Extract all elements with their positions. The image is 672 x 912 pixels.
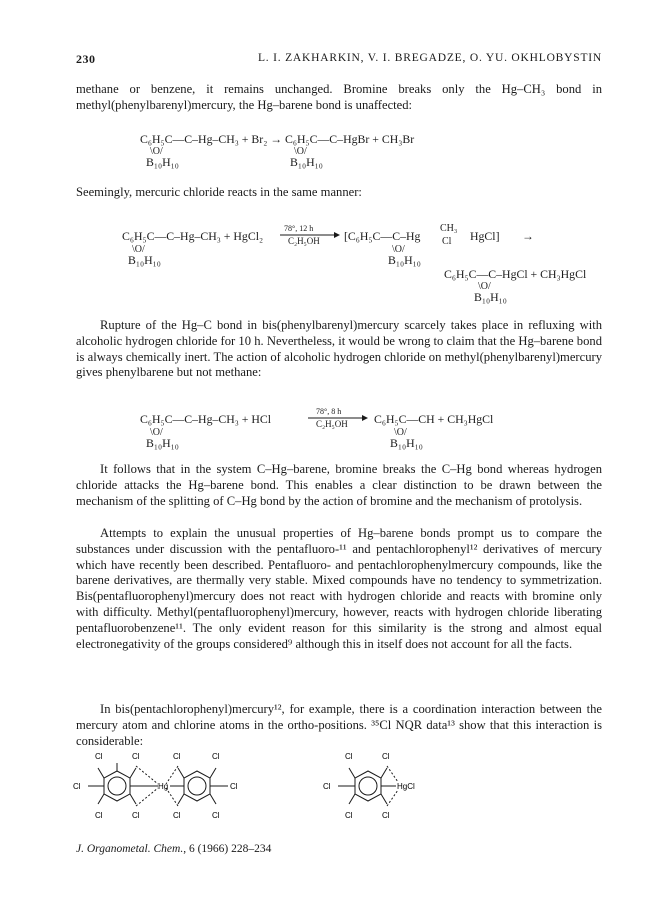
benzene-ring (338, 766, 398, 806)
equation-protolysis (140, 405, 560, 450)
equation-2-borane-intermediate: B₁₀H₁₀ (388, 253, 421, 267)
paragraph-3: Rupture of the Hg–C bond in bis(phenylbarenyl)mercury scarcely takes place in refluxing with alcoholic hydrogen chloride for 10 h. Nevertheless, it would be wrong to claim that the Hg–barene bond is always chemically inert. The action of alcoholic hydrogen chloride on methyl(phenylbarenyl)mercury gives phenylbarene but not methane: (76, 318, 602, 380)
running-authors: L. I. ZAKHARKIN, V. I. BREGADZE, O. YU. OKHLOBYSTIN (257, 52, 602, 64)
paragraph-6: In bis(pentachlorophenyl)mercury¹², for example, there is a coordination interaction between the mercury atom and chlorine atoms in the ortho-positions. ³⁵Cl NQR data¹³ show that this interaction is considerable: (76, 702, 602, 748)
equation-3-borane-left: B₁₀H₁₀ (146, 436, 179, 450)
paragraph-5: Attempts to explain the unusual properties of Hg–barene bonds prompt us to compare the substances under discussion with the pentafluoro-¹¹ and pentachlorophenyl¹² derivatives of mercury which have recently been described. Pentafluoro- and pentachlorophenylmercury compounds, like the barene derivatives, are thermally very stable. Mixed compounds have no tendency to symmetrization. Bis(pentafluorophenyl)mercury does not react with hydrogen chloride and reacts with bromine only with difficulty. Methyl(pentafluorophenyl)mercury, however, reacts with hydrogen chloride liberating pentafluorobenzene¹¹. The only evident reason for this similarity is the strong and almost equal electronegativity of the groups considered⁹ although this in itself does not account for all the facts. (76, 526, 602, 651)
paragraph-4: It follows that in the system C–Hg–barene, bromine breaks the C–Hg bond whereas hydrogen chloride attacks the Hg–barene bond. This enables a clear distinction to be drawn between the mechanism of the splitting of C–Hg bond by the action of bromine and the mechanism of protolysis. (76, 462, 602, 508)
equation-3-borane-right: B₁₀H₁₀ (390, 436, 423, 450)
equation-3-products: C₆H₅C—CH + CH₃HgCl (374, 412, 494, 426)
equation-3-condition-top: 78°, 8 h (316, 407, 342, 416)
equation-2-cage-intermediate: \O/ (392, 244, 405, 255)
reaction-arrow (280, 232, 340, 238)
reaction-arrow (308, 415, 368, 421)
equation-1-borane-left: B₁₀H₁₀ (146, 155, 179, 169)
equation-2-cage-reactant: \O/ (132, 244, 145, 255)
equation-2-products: C₆H₅C—C–HgCl + CH₃HgCl (444, 267, 587, 281)
equation-3-condition-bottom: C₂H₅OH (316, 419, 348, 429)
mercury-chloride-label: HgCl (397, 782, 415, 791)
structure-bis-pentachlorophenyl-mercury (62, 744, 282, 826)
structure-pentachlorophenyl-mercury-chloride (312, 744, 452, 826)
chlorine-label: Cl (212, 811, 220, 820)
journal-name: J. Organometal. Chem. (76, 843, 184, 855)
chlorine-label: Cl (382, 752, 390, 761)
chlorine-label: Cl (345, 811, 353, 820)
chlorine-label: Cl (173, 752, 181, 761)
journal-citation: , 6 (1966) 228–234 (183, 843, 272, 855)
chlorine-label: Cl (382, 811, 390, 820)
chlorine-label: Cl (345, 752, 353, 761)
equation-3-reactants: C₆H₅C—C–Hg–CH₃ + HCl (140, 412, 272, 426)
equation-2-intermediate-end: HgCl] (470, 229, 500, 243)
equation-bromination (140, 133, 560, 173)
chlorine-label: Cl (73, 782, 81, 791)
equation-1-cage-left: \O/ (150, 146, 163, 157)
equation-2-cage-product: \O/ (478, 281, 491, 292)
paragraph-1: methane or benzene, it remains unchanged. Bromine breaks only the Hg–CH₃ bond in methyl(phenylbarenyl)mercury, the Hg–barene bond is unaffected: (76, 82, 602, 112)
journal-footer (76, 843, 271, 855)
mercury-label: Hg (158, 782, 169, 791)
equation-2-arrow: → (522, 229, 534, 243)
equation-2-bridge-chlorine: Cl (442, 236, 452, 247)
chlorine-label: Cl (132, 811, 140, 820)
benzene-ring-left (88, 763, 158, 806)
equation-2-condition-bottom: C₂H₅OH (288, 236, 320, 246)
equation-3-cage-right: \O/ (394, 427, 407, 438)
equation-1-main: C₆H₅C—C–Hg–CH₃ + Br₂ → C₆H₅C—C–HgBr + CH₃Br (140, 132, 415, 146)
equation-1-borane-right: B₁₀H₁₀ (290, 155, 323, 169)
equation-2-reactants: C₆H₅C—C–Hg–CH₃ + HgCl₂ (122, 229, 264, 243)
chlorine-label: Cl (230, 782, 238, 791)
benzene-ring-right (166, 766, 228, 806)
page-number: 230 (76, 52, 96, 66)
equation-mercuric-chloride (122, 222, 602, 302)
chlorine-label: Cl (323, 782, 331, 791)
equation-1-cage-right: \O/ (294, 146, 307, 157)
equation-2-condition-top: 78°, 12 h (284, 224, 314, 233)
chlorine-label: Cl (95, 752, 103, 761)
equation-2-borane-product: B₁₀H₁₀ (474, 290, 507, 304)
equation-2-intermediate: [C₆H₅C—C–Hg (344, 229, 421, 243)
chlorine-label: Cl (212, 752, 220, 761)
equation-3-cage-left: \O/ (150, 427, 163, 438)
chlorine-label: Cl (132, 752, 140, 761)
chlorine-label: Cl (95, 811, 103, 820)
paragraph-2: Seemingly, mercuric chloride reacts in the same manner: (76, 185, 362, 199)
equation-2-bridge-methyl: CH₃ (440, 223, 458, 234)
equation-2-borane-reactant: B₁₀H₁₀ (128, 253, 161, 267)
chlorine-label: Cl (173, 811, 181, 820)
running-header (76, 52, 602, 68)
